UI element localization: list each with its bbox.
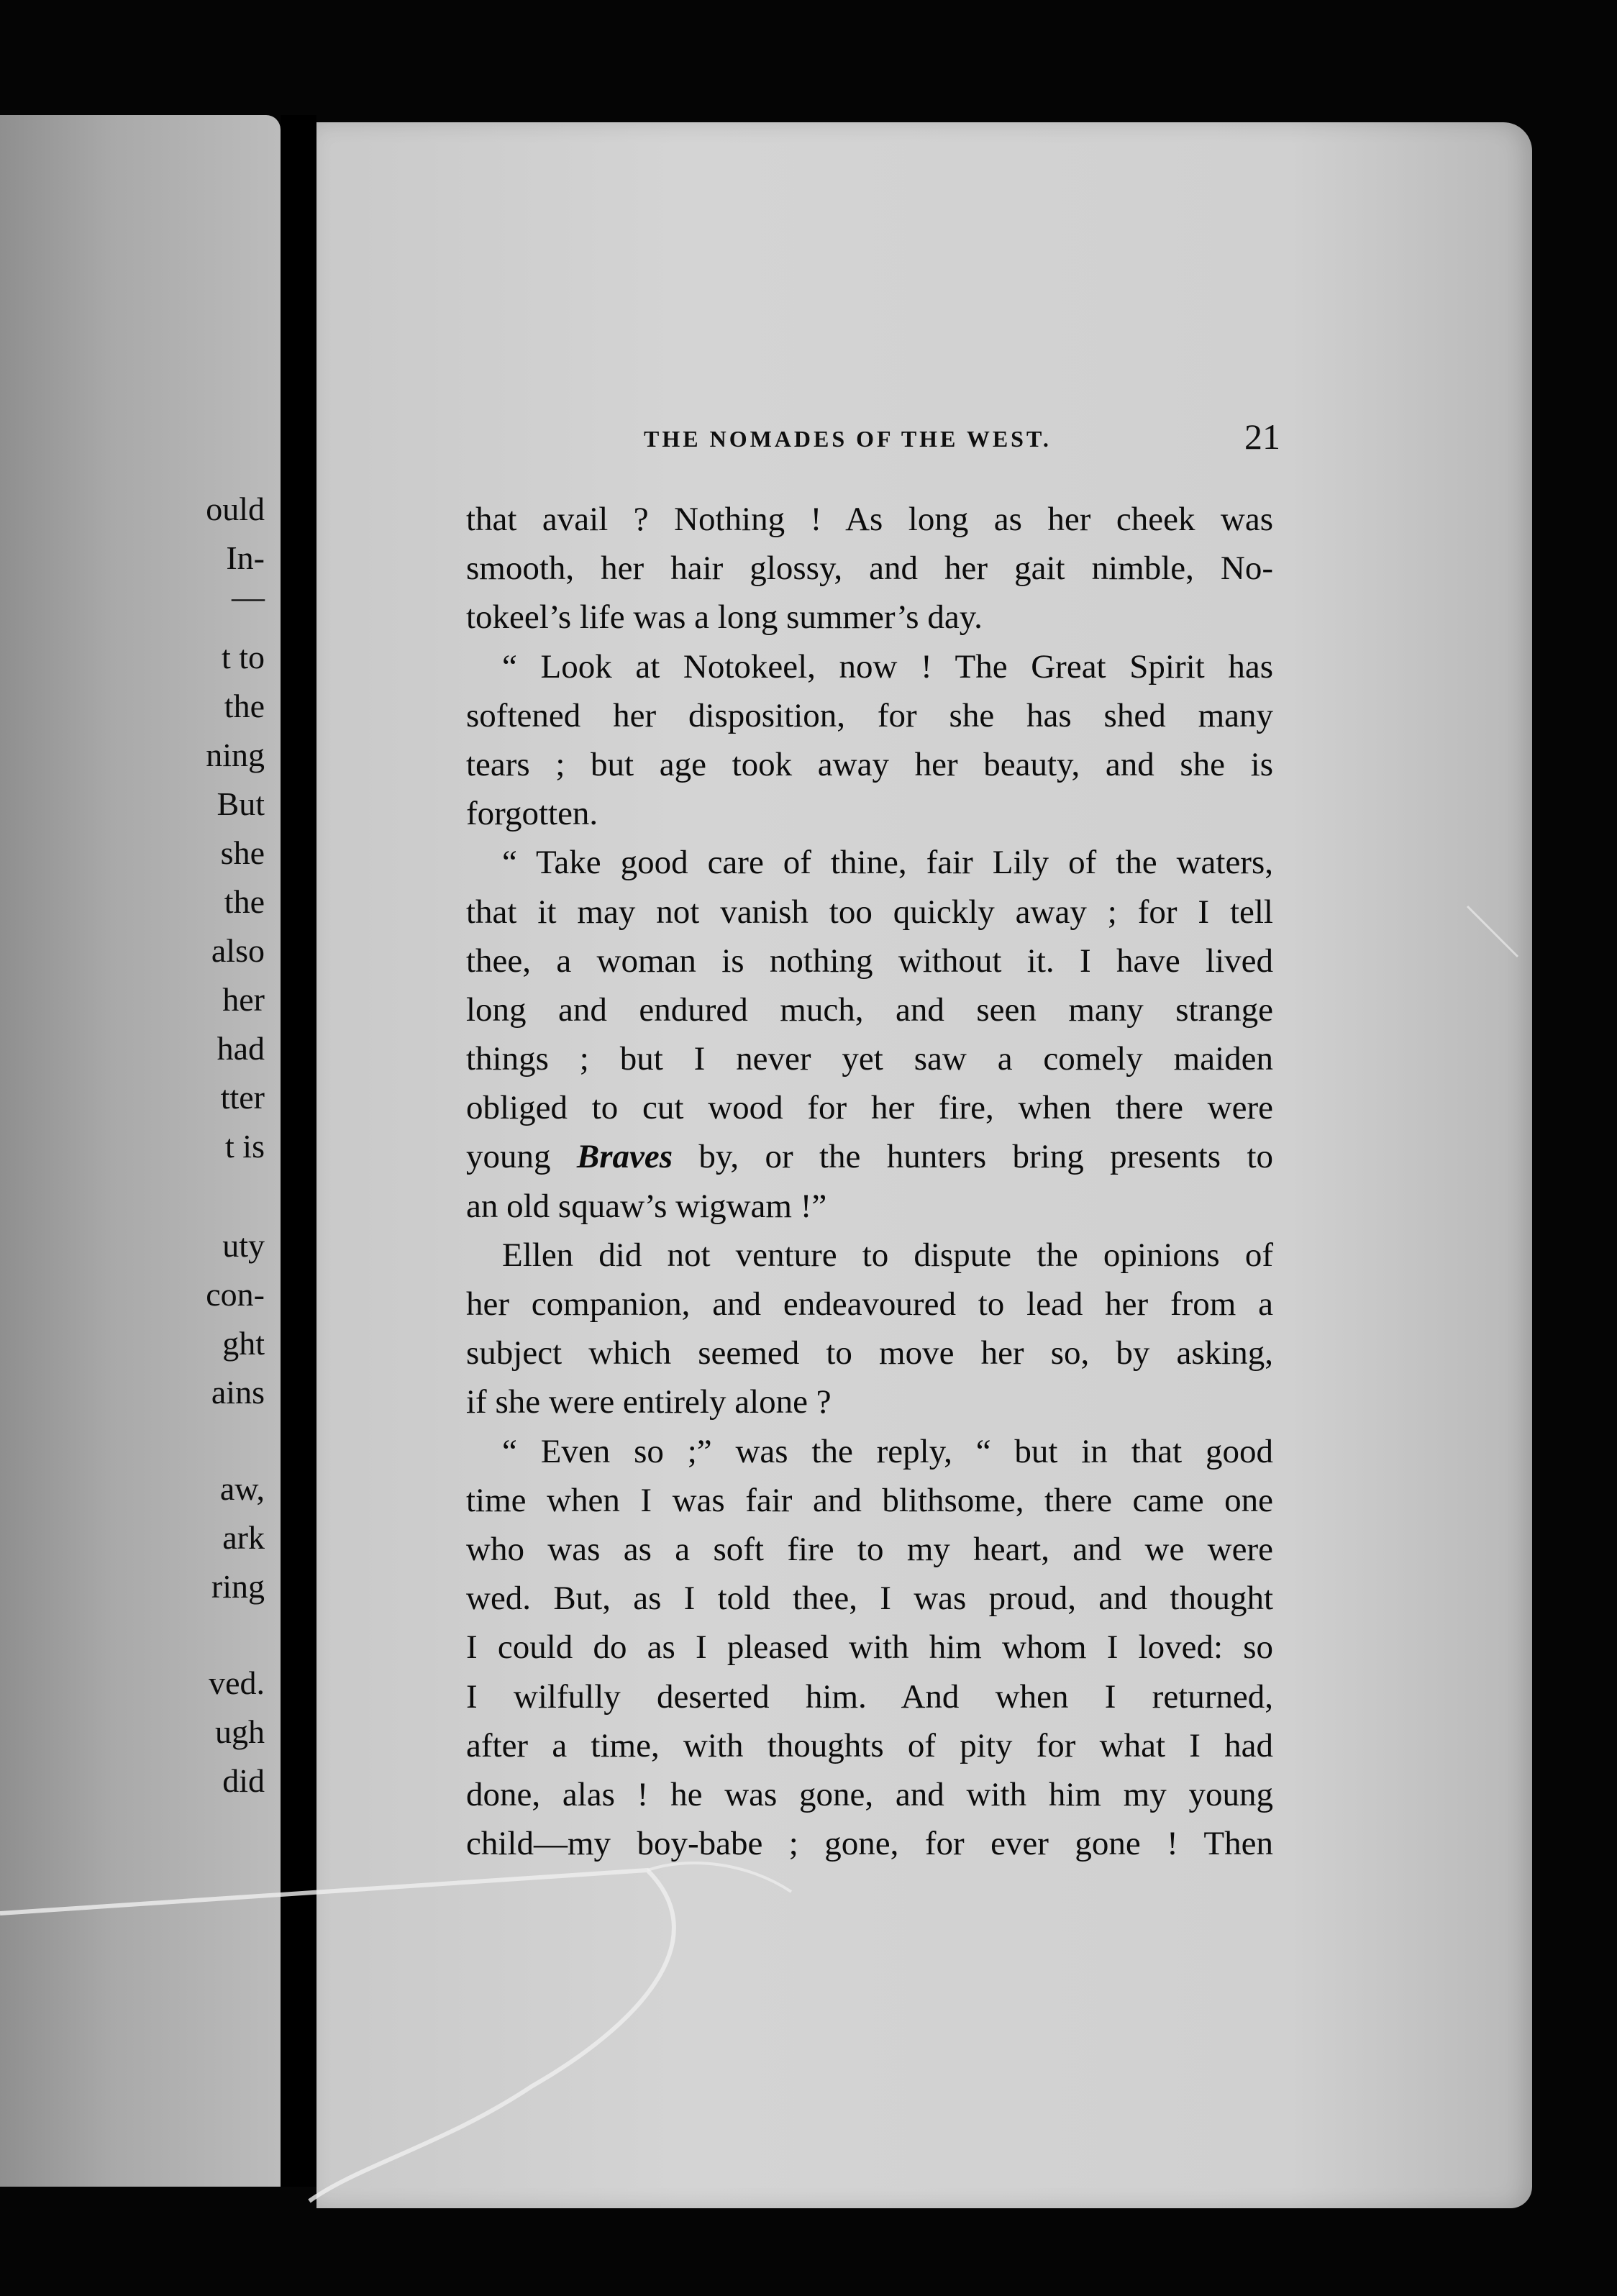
left-line: — <box>232 578 265 615</box>
text-line: tokeel’s life was a long summer’s day. <box>466 598 983 637</box>
text-line: that avail ? Nothing ! As long as her cheek was <box>466 501 1273 538</box>
text-line: wed. But, as I told thee, I was proud, and thought <box>466 1580 1273 1618</box>
text-line: “ Even so ;” was the reply, “ but in that good <box>502 1432 1273 1470</box>
text-line: an old squaw’s wigwam !” <box>466 1187 827 1225</box>
text-line: obliged to cut wood for her fire, when there were <box>466 1089 1273 1127</box>
text-line: “ Look at Notokeel, now ! The Great Spirit has <box>502 647 1273 685</box>
left-line: she <box>220 834 265 871</box>
text-line: that it may not vanish too quickly away ; for I tell <box>466 893 1273 931</box>
left-line: t is <box>225 1128 265 1165</box>
left-line: con- <box>206 1276 265 1313</box>
left-page <box>0 115 281 2187</box>
text-line: after a time, with thoughts of pity for what I had <box>466 1726 1273 1764</box>
left-line: also <box>211 932 265 969</box>
italic-word: Braves <box>576 1138 673 1176</box>
text-line: long and endured much, and seen many strange <box>466 990 1273 1029</box>
book-spine <box>281 115 316 2187</box>
text-line: forgotten. <box>466 795 598 833</box>
text-line: subject which seemed to move her so, by asking, <box>466 1334 1273 1372</box>
left-line: But <box>217 785 265 822</box>
text-line: if she were entirely alone ? <box>466 1383 832 1421</box>
left-line: ould <box>206 491 265 527</box>
left-line: ved. <box>209 1664 265 1701</box>
left-line: ugh <box>215 1713 265 1750</box>
text-line-with-italic <box>466 1132 1273 1181</box>
text-line: done, alas ! he was gone, and with him my young <box>466 1775 1273 1813</box>
text-line: softened her disposition, for she has shed many <box>466 696 1273 734</box>
text-line: her companion, and endeavoured to lead her from a <box>466 1285 1273 1323</box>
left-line: ring <box>211 1568 265 1605</box>
text-line: smooth, her hair glossy, and her gait nimble, No- <box>466 550 1273 588</box>
text-line: thee, a woman is nothing without it. I have lived <box>466 942 1273 980</box>
text-segment: by, or the hunters bring presents to <box>698 1138 1274 1176</box>
left-line: ains <box>211 1374 265 1411</box>
text-line: child—my boy-babe ; gone, for ever gone ! Then <box>466 1825 1273 1863</box>
left-line: did <box>222 1762 265 1799</box>
text-line: time when I was fair and blithsome, there came one <box>466 1481 1273 1519</box>
text-line: things ; but I never yet saw a comely maiden <box>466 1040 1273 1078</box>
text-line: who was as a soft fire to my heart, and we were <box>466 1530 1273 1568</box>
text-line: Ellen did not venture to dispute the opinions of <box>502 1236 1273 1274</box>
left-line: her <box>222 981 265 1018</box>
text-line: tears ; but age took away her beauty, and she is <box>466 745 1273 783</box>
left-line: ning <box>206 737 265 773</box>
page-number: 21 <box>1244 416 1280 457</box>
left-line: the <box>224 688 265 724</box>
left-line: ark <box>222 1519 265 1556</box>
text-segment: young <box>466 1138 551 1176</box>
body-text <box>466 495 1273 1868</box>
left-line: aw, <box>219 1470 265 1507</box>
left-line: t to <box>221 639 265 675</box>
left-line: tter <box>220 1079 265 1116</box>
page-header <box>316 416 1280 466</box>
left-line: had <box>217 1030 265 1067</box>
text-line: “ Take good care of thine, fair Lily of the waters, <box>502 844 1273 882</box>
left-line: uty <box>222 1227 265 1264</box>
running-head: THE NOMADES OF THE WEST. <box>644 426 1052 452</box>
text-line: I could do as I pleased with him whom I loved: so <box>466 1628 1273 1667</box>
left-line: the <box>224 883 265 920</box>
left-line: ght <box>222 1325 265 1362</box>
text-line: I wilfully deserted him. And when I returned, <box>466 1677 1273 1716</box>
left-line: In- <box>226 539 265 576</box>
